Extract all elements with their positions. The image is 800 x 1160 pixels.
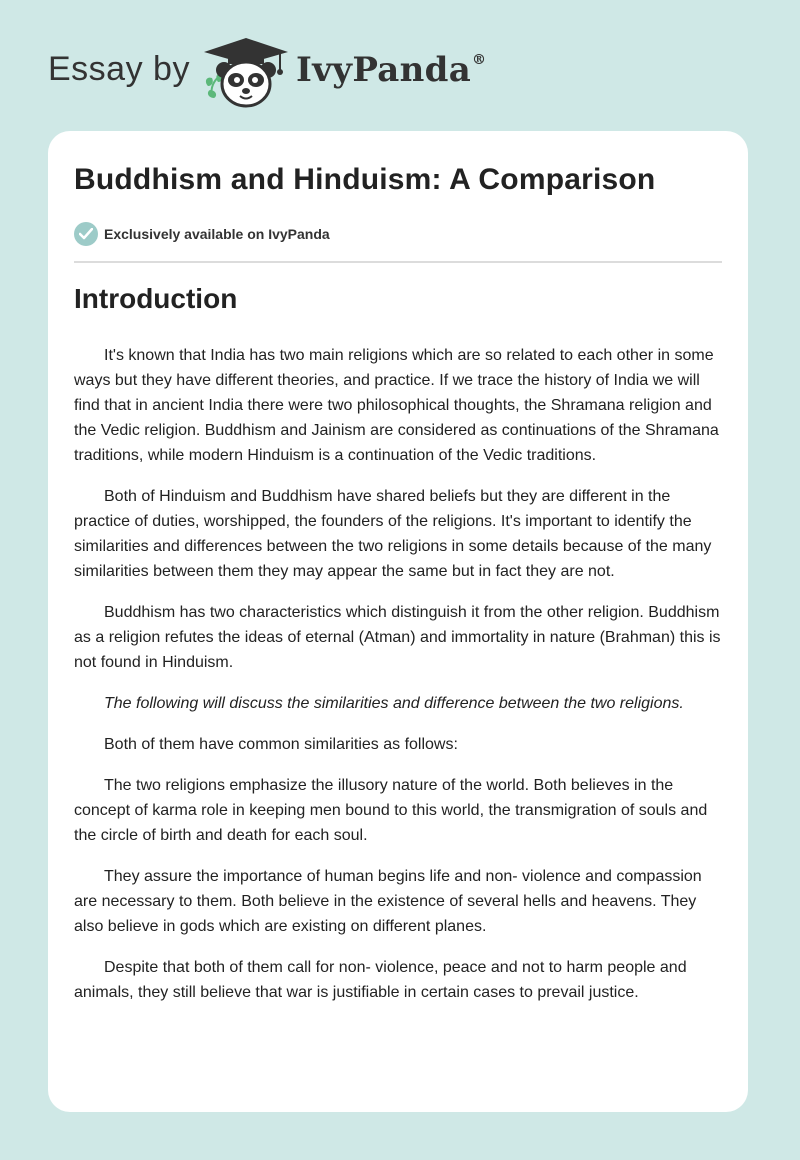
section-heading-introduction: Introduction [74,283,238,314]
paragraph: The two religions emphasize the illusory nature of the world. Both believes in the concept of karma role in keeping men bound to this world, the transmigration of souls and the circle of birth and death for each soul. [74,777,708,844]
exclusive-label: Exclusively available on IvyPanda [104,226,330,242]
exclusive-notice [74,222,330,246]
check-circle-icon [74,222,98,246]
paragraph: They assure the importance of human begins life and non- violence and compassion are necessary to them. Both believe in the existence of several hells and heavens. They also believe in gods which are existing on different planes. [74,868,702,935]
paragraph: It's known that India has two main religions which are so related to each other in some ways but they have different theories, and practice. If we trace the history of India we will find that in ancient India there were two philosophical thoughts, the Shramana religion and the Vedic religion. Buddhism and Jainism are considered as continuations of the Shramana traditions, while modern Hinduism is a continuation of the Vedic traditions. [74,347,719,464]
paragraph: Both of them have common similarities as follows: [104,736,458,753]
registered-mark: ® [472,52,487,68]
ivypanda-brand-name[interactable] [296,50,486,90]
paragraph-italic: The following will discuss the similarities and difference between the two religions. [104,695,684,712]
ivypanda-logo-icon[interactable] [200,36,292,108]
paragraph: Buddhism has two characteristics which distinguish it from the other religion. Buddhism as a religion refutes the ideas of eternal (Atman) and immortality in nature (Brahman) this is not found in Hinduism. [74,604,721,671]
essay-by-label: Essay by [48,50,190,88]
brand-text: IvyPanda [296,50,472,90]
site-header [0,0,800,130]
essay-title: Buddhism and Hinduism: A Comparison [74,163,656,196]
essay-body [74,343,724,1021]
paragraph: Despite that both of them call for non- violence, peace and not to harm people and animals, they still believe that war is justifiable in certain cases to prevail justice. [74,959,687,1001]
paragraph: Both of Hinduism and Buddhism have shared beliefs but they are different in the practice of duties, worshipped, the founders of the religions. It's important to identify the similarities and differences between the two religions in some details because of the many similarities between them they may appear the same but in fact they are not. [74,488,712,580]
essay-card [48,131,748,1112]
title-divider [74,261,722,263]
